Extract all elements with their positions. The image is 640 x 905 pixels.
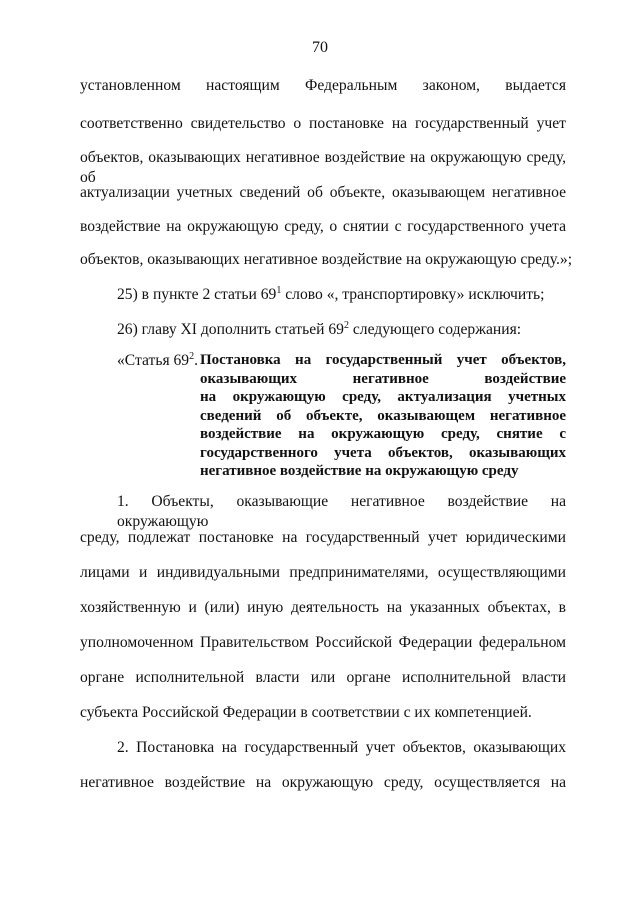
article-title-line: Постановка на государственный учет объектов, [200,352,566,368]
superscript: 2 [189,351,195,362]
article-title-line: сведений об объекте, оказывающем негативное [200,407,566,424]
superscript: 2 [343,320,349,331]
text-line: установленном настоящим Федеральным законом, выдается [80,77,566,94]
amendment-item-25 [117,285,566,305]
paragraph-1-line: органе исполнительной власти или органе исполнительной власти [80,669,566,686]
paragraph-2-line: 2. Постановка на государственный учет объектов, оказывающих [117,739,566,756]
article-title-line: оказывающих негативное воздействие [200,370,566,387]
paragraph-1-line: 1. Объекты, оказывающие негативное воздействие на окружающую [117,493,566,530]
text-line: объектов, оказывающих негативное воздействие на окружающую среду.»; [80,251,573,268]
text-fragment: 26) главу XI дополнить статьей 69 [117,321,344,338]
paragraph-1-line: субъекта Российской Федерации в соответствии с их компетенцией. [80,704,532,721]
paragraph-1-line: лицами и индивидуальными предпринимателями, осуществляющими [80,564,566,581]
text-fragment: «Статья 69 [117,352,190,369]
article-title-line: государственного учета объектов, оказывающих [200,444,566,461]
paragraph-2-line: негативное воздействие на окружающую среду, осуществляется на [80,774,566,791]
superscript: 1 [276,285,282,296]
article-label [117,351,198,371]
paragraph-1-line: хозяйственную и (или) иную деятельность на указанных объектах, в [80,599,566,616]
amendment-item-26 [117,320,566,340]
text-line: соответственно свидетельство о постановке на государственный учет [80,115,566,132]
text-line: воздействие на окружающую среду, о снятии с государственного учета [80,218,566,235]
text-fragment: следующего содержания: [348,321,522,338]
page-number: 70 [312,39,328,56]
article-title-line: негативное воздействие на окружающую среду [200,463,519,479]
paragraph-1-line: уполномоченном Правительством Российской Федерации федеральном [80,634,566,651]
paragraph-1-line: среду, подлежат постановке на государственный учет юридическими [80,529,566,546]
text-fragment: слово «, транспортировку» исключить; [281,286,545,303]
text-line: актуализации учетных сведений об объекте, оказывающем негативное [80,184,566,201]
article-title-line: на окружающую среду, актуализация учетных [200,389,566,405]
text-fragment: . [194,352,199,369]
article-title [200,351,566,481]
text-fragment: 25) в пункте 2 статьи 69 [117,286,277,303]
text-line: объектов, оказывающих негативное воздействие на окружающую среду, об [80,149,566,186]
article-title-line: воздействие на окружающую среду, снятие с [200,426,566,442]
